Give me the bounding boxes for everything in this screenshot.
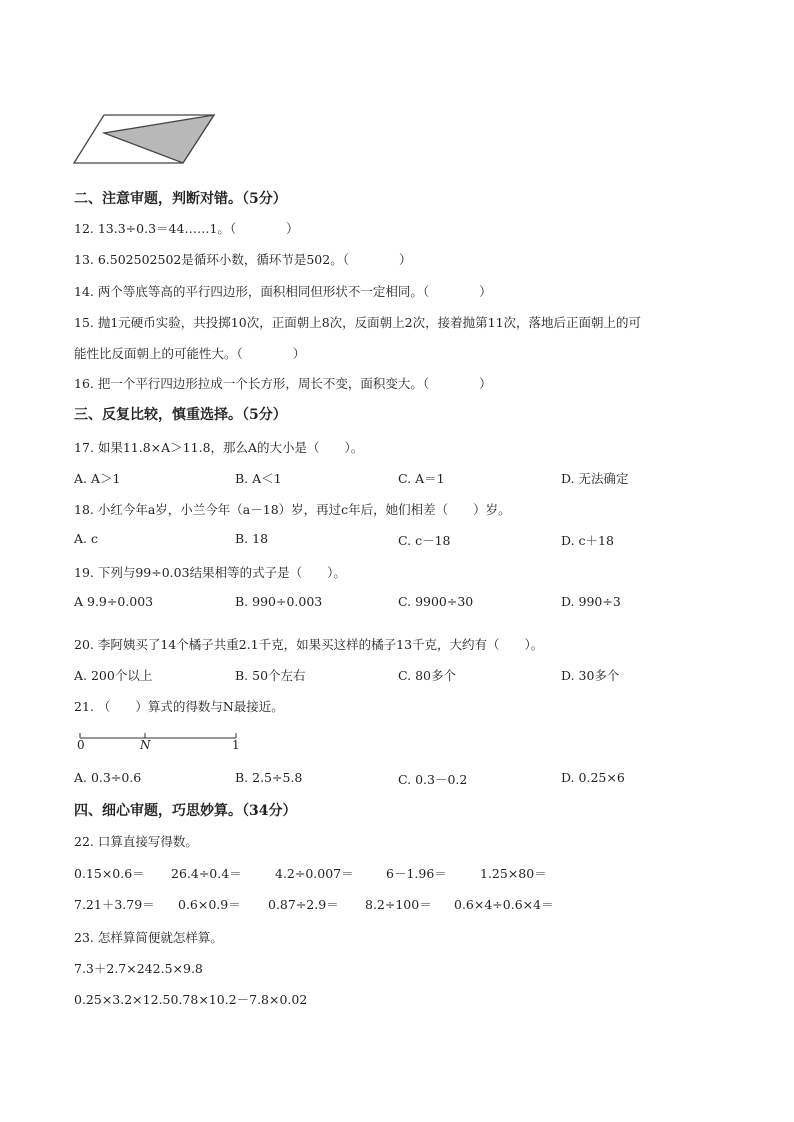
oral-calc-1-3: 4.2÷0.007＝ xyxy=(275,866,354,881)
question-15-line2: 能性比反面朝上的可能性大。（ ） xyxy=(74,346,306,361)
question-19-option-b: B. 990÷0.003 xyxy=(235,594,323,609)
question-18-option-b: B. 18 xyxy=(235,531,269,546)
question-20-stem: 20. 李阿姨买了14个橘子共重2.1千克，如果买这样的橘子13千克，大约有（ ）。 xyxy=(74,637,544,652)
number-line-label-1: 1 xyxy=(232,738,240,752)
question-14: 14. 两个等底等高的平行四边形，面积相同但形状不一定相同。（ ） xyxy=(74,284,492,299)
question-21-option-d: D. 0.25×6 xyxy=(561,770,625,785)
question-23-stem: 23. 怎样算简便就怎样算。 xyxy=(74,930,223,945)
question-20-option-d: D. 30多个 xyxy=(561,668,620,683)
oral-calc-2-3: 0.87÷2.9＝ xyxy=(268,897,339,912)
oral-calc-2-4: 8.2÷100＝ xyxy=(365,897,432,912)
question-23-line2: 0.25×3.2×12.50.78×10.2－7.8×0.02 xyxy=(74,992,308,1007)
question-19-stem: 19. 下列与99÷0.03结果相等的式子是（ ）。 xyxy=(74,565,346,580)
oral-calc-1-4: 6－1.96＝ xyxy=(386,866,447,881)
question-18-option-d: D. c＋18 xyxy=(561,533,614,548)
number-line xyxy=(72,728,252,758)
section-4-title: 四、细心审题，巧思妙算。（34分） xyxy=(74,803,297,819)
question-17-option-c: C. A＝1 xyxy=(398,471,445,486)
question-18-option-c: C. c－18 xyxy=(398,533,451,548)
question-20-option-c: C. 80多个 xyxy=(398,668,456,683)
oral-calc-1-1: 0.15×0.6＝ xyxy=(74,866,145,881)
question-13: 13. 6.502502502是循环小数，循环节是502。（ ） xyxy=(74,252,412,267)
question-22-stem: 22. 口算直接写得数。 xyxy=(74,834,198,849)
question-21-option-a: A. 0.3÷0.6 xyxy=(74,770,142,785)
number-line-label-n: N xyxy=(140,738,151,752)
question-19-option-a: A 9.9÷0.003 xyxy=(74,594,154,609)
oral-calc-2-2: 0.6×0.9＝ xyxy=(178,897,241,912)
question-19-option-c: C. 9900÷30 xyxy=(398,594,474,609)
oral-calc-1-2: 26.4÷0.4＝ xyxy=(171,866,242,881)
question-21-option-c: C. 0.3－0.2 xyxy=(398,772,468,787)
parallelogram-figure xyxy=(70,105,230,175)
question-23-line1: 7.3＋2.7×242.5×9.8 xyxy=(74,961,203,976)
oral-calc-2-5: 0.6×4÷0.6×4＝ xyxy=(454,897,554,912)
section-2-title: 二、注意审题，判断对错。（5分） xyxy=(74,191,287,207)
question-18-option-a: A. c xyxy=(74,531,98,546)
question-19-option-d: D. 990÷3 xyxy=(561,594,621,609)
question-17-option-d: D. 无法确定 xyxy=(561,471,629,486)
section-3-title: 三、反复比较，慎重选择。（5分） xyxy=(74,407,287,423)
question-15-line1: 15. 抛1元硬币实验，共投掷10次，正面朝上8次，反面朝上2次，接着抛第11次，落地后正面朝上的可 xyxy=(74,315,642,330)
question-17-option-b: B. A＜1 xyxy=(235,471,282,486)
question-21-option-b: B. 2.5÷5.8 xyxy=(235,770,303,785)
question-20-option-a: A. 200个以上 xyxy=(74,668,153,683)
question-17-stem: 17. 如果11.8×A＞11.8，那么A的大小是（ ）。 xyxy=(74,440,364,455)
oral-calc-1-5: 1.25×80＝ xyxy=(480,866,547,881)
question-12: 12. 13.3÷0.3＝44……1。（ ） xyxy=(74,221,299,236)
number-line-label-0: 0 xyxy=(77,738,85,752)
question-16: 16. 把一个平行四边形拉成一个长方形，周长不变，面积变大。（ ） xyxy=(74,376,492,391)
question-17-option-a: A. A＞1 xyxy=(74,471,121,486)
question-21-stem: 21. （ ）算式的得数与N最接近。 xyxy=(74,699,284,714)
question-20-option-b: B. 50个左右 xyxy=(235,668,306,683)
question-18-stem: 18. 小红今年a岁，小兰今年（a－18）岁，再过c年后，她们相差（ ）岁。 xyxy=(74,502,511,517)
oral-calc-2-1: 7.21＋3.79＝ xyxy=(74,897,155,912)
